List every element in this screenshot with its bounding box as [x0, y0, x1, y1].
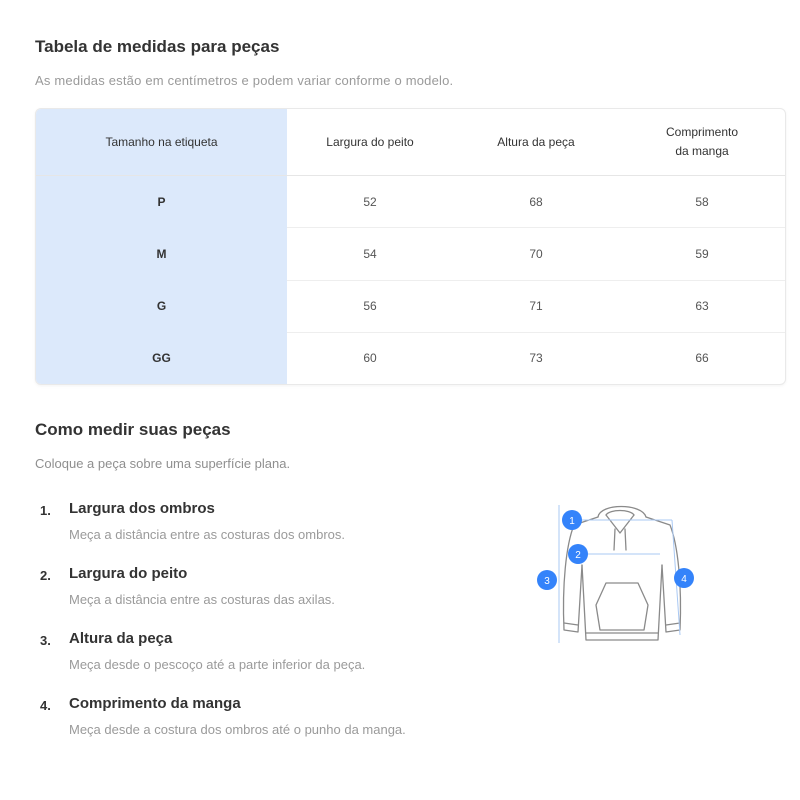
- table-row: [36, 280, 785, 332]
- step-title: Largura dos ombros: [69, 500, 215, 517]
- header-garment-height: Altura da peça: [453, 109, 619, 176]
- marker-2: [568, 544, 588, 564]
- marker-3: [537, 570, 557, 590]
- cell-size: GG: [36, 332, 287, 384]
- cell-height: 71: [453, 280, 619, 332]
- step-number: 2.: [40, 568, 51, 583]
- marker-1: [562, 510, 582, 530]
- svg-text:2: 2: [575, 550, 581, 561]
- cell-size: M: [36, 228, 287, 280]
- marker-4: [674, 568, 694, 588]
- header-size-label: Tamanho na etiqueta: [36, 109, 287, 176]
- cell-height: 68: [453, 176, 619, 228]
- cell-size: P: [36, 176, 287, 228]
- step-description: Meça a distância entre as costuras das axilas.: [69, 592, 335, 607]
- step-title: Altura da peça: [69, 630, 173, 647]
- step-description: Meça desde o pescoço até a parte inferior da peça.: [69, 657, 366, 672]
- step-number: 4.: [40, 698, 51, 713]
- cell-sleeve: 59: [619, 228, 785, 280]
- svg-text:3: 3: [544, 576, 550, 587]
- step-description: Meça a distância entre as costuras dos ombros.: [69, 527, 346, 542]
- svg-text:1: 1: [569, 516, 575, 527]
- size-table-subtitle: As medidas estão em centímetros e podem variar conforme o modelo.: [35, 73, 454, 88]
- step-title: Comprimento da manga: [69, 695, 241, 712]
- header-sleeve-length: Comprimento da manga: [619, 109, 785, 176]
- cell-chest: 52: [287, 176, 453, 228]
- cell-height: 73: [529, 351, 543, 366]
- size-table-title: Tabela de medidas para peças: [35, 37, 280, 56]
- cell-chest: 56: [287, 280, 453, 332]
- step-number: 1.: [40, 503, 51, 518]
- how-to-measure-title: Como medir suas peças: [35, 420, 231, 439]
- table-row: [36, 332, 785, 384]
- step-title: Largura do peito: [69, 565, 188, 582]
- table-row: [36, 228, 785, 280]
- step-description: Meça desde a costura dos ombros até o punho da manga.: [69, 722, 406, 737]
- cell-sleeve: 66: [695, 351, 709, 366]
- cell-height: 70: [453, 228, 619, 280]
- how-to-measure-intro: Coloque a peça sobre uma superfície plana.: [35, 456, 291, 471]
- svg-text:4: 4: [681, 574, 687, 585]
- table-row: [36, 176, 785, 228]
- hoodie-measurement-diagram: [530, 495, 710, 650]
- hoodie-icon: [530, 495, 710, 650]
- size-table: [35, 108, 786, 385]
- cell-sleeve: 63: [619, 280, 785, 332]
- cell-chest: 60: [363, 351, 377, 366]
- step-number: 3.: [40, 633, 51, 648]
- header-chest-width: Largura do peito: [287, 109, 453, 176]
- cell-sleeve: 58: [619, 176, 785, 228]
- table-header-row: [36, 109, 785, 176]
- cell-chest: 54: [287, 228, 453, 280]
- cell-size: G: [36, 280, 287, 332]
